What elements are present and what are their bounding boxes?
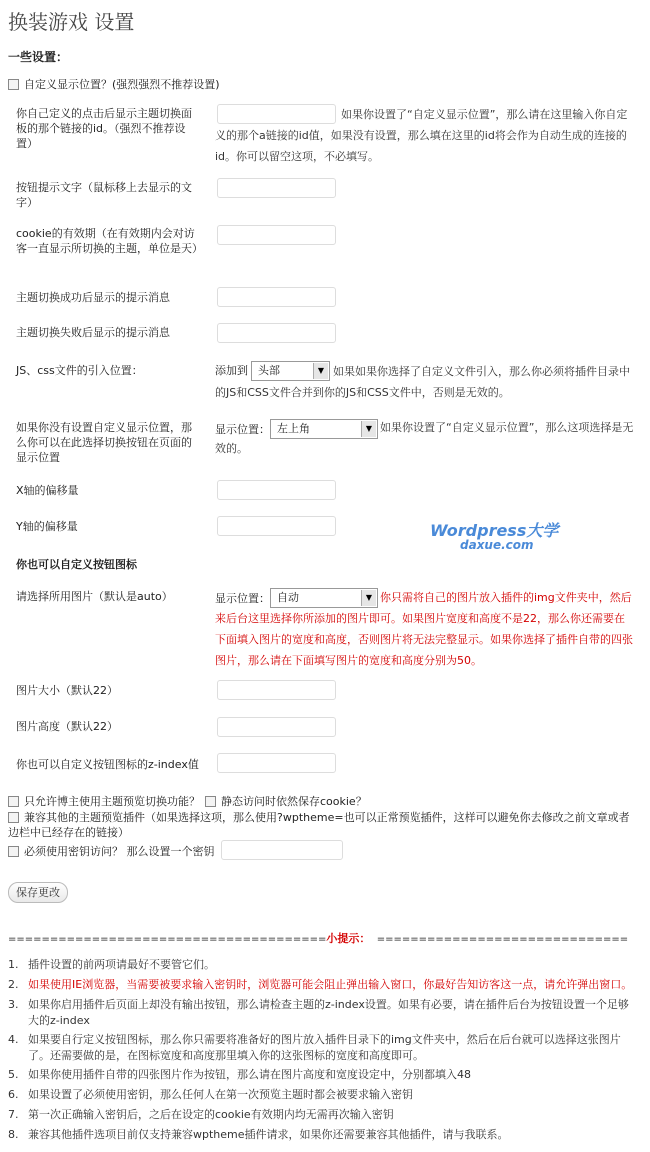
tip-number: 4. [8,1033,19,1046]
image-selected: 自动 [277,591,299,604]
tip-text: 兼容其他插件选项目前仅支持兼容wptheme插件请求，如果你还需要兼容其他插件，请与我联系。 [28,1128,509,1141]
image-desc: 你只需将自己的图片放入插件的img文件夹中，然后来后台这里选择你所添加的图片即可。如果图片宽度和高度不是22，那么你还需要在下面填入图片的宽度和高度，否则图片将无法完整显示。如果你选择了插件自带的四张图片，那么请在下面填写图片的宽度和高度分别为50。 [215,591,633,667]
watermark-logo [430,523,558,551]
section-title: 一些设置： [8,50,69,64]
compat-label: 兼容其他的主题预览插件（如果选择这项，那么使用?wptheme=也可以正常预览插件，这样可以避免你去修改之前文章或者边栏中已经存在的链接） [8,811,630,839]
hover-text-label: 按钮提示文字（鼠标移上去显示的文字） [16,181,192,209]
tip-text: 如果你启用插件后页面上却没有输出按钮，那么请检查主题的z-index设置。如果有必要，请在插件后台为按钮设置一个足够大的z-index [28,998,629,1027]
page-title: 换装游戏 设置 [8,10,135,34]
tip-number: 7. [8,1108,19,1121]
password-label: 必须使用密钥访问？ 那么设置一个密钥 [24,845,215,858]
size-label: 图片大小（默认22） [16,684,118,697]
tip-number: 2. [8,978,19,991]
success-msg-input[interactable] [217,287,336,307]
zindex-input[interactable] [217,753,336,773]
fail-msg-input[interactable] [217,323,336,343]
position-selected: 左上角 [277,422,310,435]
tip-number: 8. [8,1128,19,1141]
custom-position-label: 自定义显示位置？(强烈强烈不推荐设置) [24,78,220,91]
admin-only-label: 只允许博主使用主题预览切换功能？ [24,795,200,808]
js-css-label: JS、css文件的引入位置： [16,364,143,377]
tip-number: 1. [8,958,19,971]
chevron-down-icon: ▼ [313,363,328,379]
watermark-line1: Wordpress大学 [430,521,559,540]
image-label: 请选择所用图片（默认是auto） [16,590,173,603]
watermark-line2: daxue.com [460,538,534,552]
position-prefix: 显示位置： [215,423,270,436]
tips-rule-right: ============================== [376,934,629,945]
password-checkbox[interactable] [8,846,19,857]
y-offset-label: Y轴的偏移量 [16,520,78,533]
y-offset-input[interactable] [217,516,336,536]
height-input[interactable] [217,717,336,737]
tip-item [8,1127,638,1143]
height-label: 图片高度（默认22） [16,720,118,733]
tip-item [8,1067,638,1083]
image-prefix: 显示位置： [215,592,270,605]
chevron-down-icon: ▼ [361,421,376,437]
cookie-input[interactable] [217,225,336,245]
tip-text: 如果你使用插件自带的四张图片作为按钮，那么请在图片高度和宽度设定中，分别都填入48 [28,1068,471,1081]
fail-msg-label: 主题切换失败后显示的提示消息 [16,326,170,339]
tips-rule-left: ====================================== [8,934,327,945]
tips-header [8,931,628,947]
hover-text-input[interactable] [217,178,336,198]
success-msg-label: 主题切换成功后显示的提示消息 [16,291,170,304]
tip-text: 如果使用IE浏览器，当需要被要求输入密钥时，浏览器可能会阻止弹出输入窗口，你最好告知访客这一点，请允许弹出窗口。 [28,978,633,991]
tip-text: 如果设置了必须使用密钥，那么任何人在第一次预览主题时都会被要求输入密钥 [28,1088,413,1101]
x-offset-label: X轴的偏移量 [16,484,79,497]
tip-item [8,1032,638,1064]
x-offset-input[interactable] [217,480,336,500]
save-button[interactable]: 保存更改 [8,882,68,903]
size-input[interactable] [217,680,336,700]
password-input[interactable] [221,840,343,860]
link-id-desc: 如果你设置了“自定义显示位置”，那么请在这里输入你自定义的那个a链接的id值，如果没有设置，那么填在这里的id将会作为自动生成的连接的id。你可以留空这项，不必填写。 [215,108,628,163]
js-css-prefix: 添加到 [215,364,248,377]
tip-number: 5. [8,1068,19,1081]
js-css-selected: 头部 [258,364,280,377]
tip-item [8,997,638,1029]
position-label: 如果你没有设置自定义显示位置，那么你可以在此选择切换按钮在页面的显示位置 [16,421,192,464]
tip-item [8,1087,638,1103]
save-cookie-checkbox[interactable] [205,796,216,807]
icon-section-title: 你也可以自定义按钮图标 [16,558,137,571]
tips-title: 小提示： [326,932,371,945]
save-cookie-label: 静态访问时依然保存cookie？ [221,795,367,808]
tip-number: 3. [8,998,19,1011]
custom-position-checkbox[interactable] [8,79,19,90]
tip-text: 第一次正确输入密钥后，之后在设定的cookie有效期内均无需再次输入密钥 [28,1108,394,1121]
tip-number: 6. [8,1088,19,1101]
cookie-label: cookie的有效期（在有效期内会对访客一直显示所切换的主题，单位是天） [16,227,203,255]
chevron-down-icon: ▼ [361,590,376,606]
tip-text: 如果要自行定义按钮图标，那么你只需要将准备好的图片放入插件目录下的img文件夹中，然后在后台就可以选择这张图片了。还需要做的是，在图标宽度和高度那里填入你的这张图标的宽度和高度即可。 [28,1033,621,1062]
js-css-desc: 如果如果你选择了自定义文件引入，那么你必须将插件目录中的JS和CSS文件合并到你的JS和CSS文件中，否则是无效的。 [215,365,630,399]
tip-item [8,977,638,993]
tip-item [8,1107,638,1123]
tip-item [8,957,638,973]
position-desc: 如果你设置了“自定义显示位置”，那么这项选择是无效的。 [215,421,634,455]
admin-only-checkbox[interactable] [8,796,19,807]
zindex-label: 你也可以自定义按钮图标的z-index值 [16,758,199,771]
link-id-label: 你自己定义的点击后显示主题切换面板的那个链接的id。（强烈不推荐设置） [16,107,192,150]
tip-text: 插件设置的前两项请最好不要管它们。 [28,958,215,971]
